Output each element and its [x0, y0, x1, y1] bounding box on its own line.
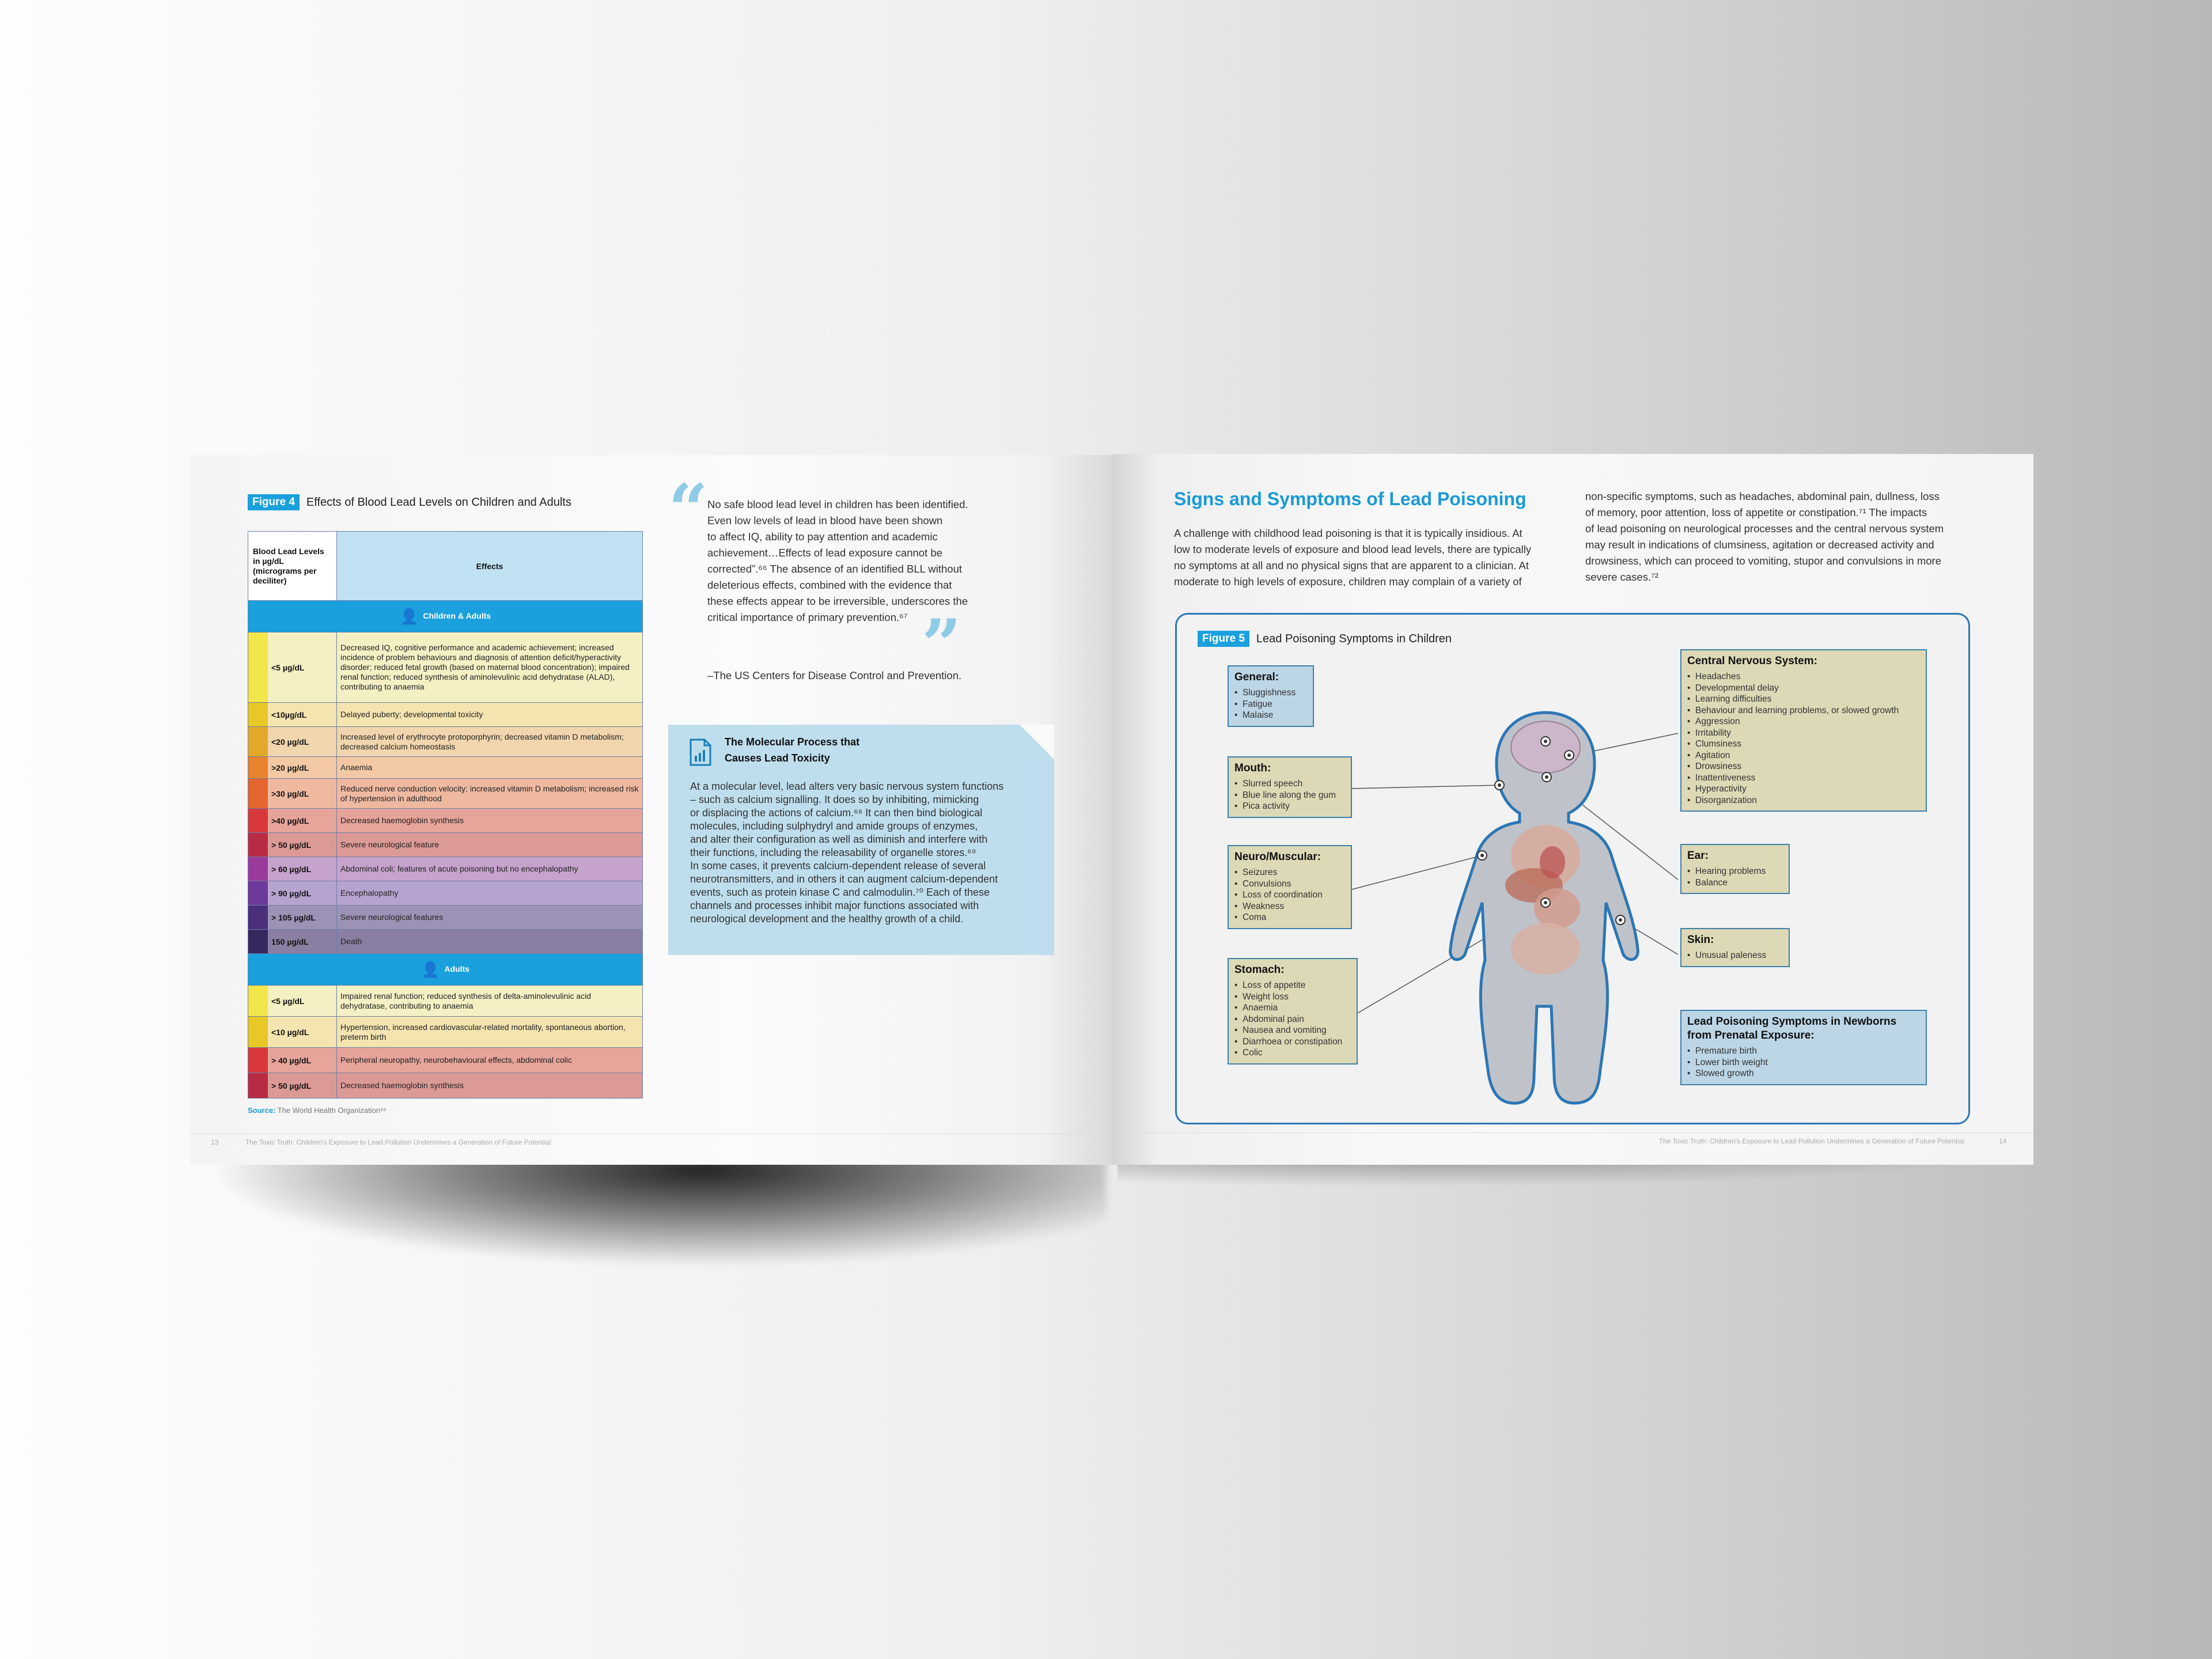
table-row	[248, 881, 643, 906]
blood-lead-table	[248, 531, 643, 1099]
stomach-organ	[1534, 888, 1580, 929]
level-value: > 50 µg/dL	[271, 840, 312, 850]
right-footer-title: The Toxic Truth: Children's Exposure to Lead Pollution Undermines a Generation of Future Potential	[1658, 1137, 1964, 1145]
level-color-swatch	[248, 1073, 268, 1098]
list-item: • Anaemia	[1234, 1002, 1351, 1014]
list-item: • Agitation	[1687, 750, 1920, 762]
symptom-newborns	[1680, 1010, 1927, 1085]
effect-cell: Impaired renal function; reduced synthesis of delta-aminolevulinic acid dehydratase, contributing to anaemia	[337, 986, 643, 1017]
level-color-swatch	[248, 986, 268, 1016]
body-line: A challenge with childhood lead poisoning is that it is typically insidious. At	[1174, 527, 1522, 539]
level-color-swatch	[248, 703, 268, 726]
symptom-title: Stomach:	[1234, 964, 1285, 976]
level-value: <10µg/dL	[271, 710, 307, 719]
level-color-swatch	[248, 779, 268, 808]
effect-cell: Death	[337, 930, 643, 954]
list-item: • Lower birth weight	[1687, 1057, 1920, 1069]
level-color-swatch	[248, 809, 268, 832]
page-heading: Signs and Symptoms of Lead Poisoning	[1174, 488, 1527, 509]
quote-line: these effects appear to be irreversible, underscores the	[707, 595, 968, 607]
symptom-list	[1687, 866, 1783, 888]
list-item: • Drowsiness	[1687, 761, 1920, 772]
level-color-swatch	[248, 1017, 268, 1047]
table-row	[248, 1073, 643, 1099]
figure5-tag: Figure 5	[1198, 631, 1249, 647]
table-row	[248, 1017, 643, 1048]
effect-cell: Anaemia	[337, 757, 643, 779]
person-icon: 👤	[399, 607, 419, 625]
level-cell	[248, 632, 337, 703]
list-item: • Hearing problems	[1687, 866, 1783, 877]
body-line: of memory, poor attention, loss of appetite or constipation.⁷¹ The impacts	[1585, 506, 1927, 518]
section-cell	[248, 601, 643, 632]
level-cell	[248, 809, 337, 833]
newborn-title-line: from Prenatal Exposure:	[1687, 1029, 1815, 1041]
source-label: Source:	[248, 1106, 276, 1115]
source-text: The World Health Organization⁶⁵	[277, 1106, 387, 1115]
molecular-line: molecules, including sulphydryl and amide groups of enzymes,	[690, 820, 978, 832]
figure4-heading	[248, 494, 571, 510]
level-value: >30 µg/dL	[271, 789, 309, 798]
level-color-swatch	[248, 833, 268, 857]
table-row	[248, 703, 643, 727]
level-cell	[248, 930, 337, 954]
symptom-list	[1234, 778, 1345, 812]
table-row	[248, 632, 643, 703]
effect-cell: Increased level of erythrocyte protoporphyrin; decreased vitamin D metabolism; decreased calcium homeostasis	[337, 727, 643, 757]
quote-open-mark: “	[668, 469, 709, 550]
effect-cell: Hypertension, increased cardiovascular-related mortality, spontaneous abortion, preterm birth	[337, 1017, 643, 1048]
effect-cell: Abdominal coli; features of acute poisoning but no encephalopathy	[337, 857, 643, 881]
level-cell	[248, 857, 337, 881]
effect-cell: Decreased IQ, cognitive performance and academic achievement; increased incidence of problem behaviours and diagnosis of attention deficit/hyperactivity disorder; reduced fetal growth (based on maternal blood concentration); impaired renal function; reduced synthesis of aminolevulinic acid dehydratase (ALAD), contributing to anaemia	[337, 632, 643, 703]
symptom-ear	[1680, 844, 1790, 894]
symptom-list	[1687, 671, 1920, 806]
body-line: non-specific symptoms, such as headaches, abdominal pain, dullness, loss	[1585, 490, 1940, 502]
list-item: • Loss of appetite	[1234, 980, 1351, 991]
section-label: Adults	[444, 964, 469, 974]
box-corner-notch	[1020, 725, 1054, 759]
footer-rule	[1112, 1132, 2033, 1133]
level-value: <20 µg/dL	[271, 737, 309, 747]
level-color-swatch	[248, 727, 268, 756]
level-color-swatch	[248, 930, 268, 953]
molecular-line: neurological development and the healthy growth of a child.	[690, 913, 964, 925]
body-line: may result in indications of clumsiness, agitation or decreased activity and	[1585, 539, 1934, 551]
document-chart-icon	[689, 738, 712, 769]
quote-line: No safe blood lead level in children has been identified.	[707, 498, 968, 510]
list-item: • Diarrhoea or constipation	[1234, 1036, 1351, 1048]
left-page	[190, 455, 1112, 1165]
symptom-mouth	[1228, 756, 1352, 818]
level-cell	[248, 1073, 337, 1099]
symptom-title: Neuro/Muscular:	[1234, 851, 1321, 863]
list-item: • Clumsiness	[1687, 738, 1920, 750]
level-color-swatch	[248, 857, 268, 881]
symptom-list	[1687, 950, 1783, 961]
col-effects-header: Effects	[337, 532, 643, 601]
symptom-general	[1228, 665, 1314, 727]
level-cell	[248, 757, 337, 779]
list-item: • Inattentiveness	[1687, 772, 1920, 784]
left-page-number: 13	[211, 1138, 219, 1146]
list-item: • Behaviour and learning problems, or slowed growth	[1687, 705, 1920, 717]
level-value: > 60 µg/dL	[271, 864, 312, 874]
body-line: moderate to high levels of exposure, children may complain of a variety of	[1174, 575, 1522, 588]
list-item: • Seizures	[1234, 867, 1345, 878]
table-row	[248, 757, 643, 779]
level-color-swatch	[248, 906, 268, 929]
left-footer-title: The Toxic Truth: Children's Exposure to Lead Pollution Undermines a Generation of Future Potential	[245, 1138, 551, 1146]
list-item: • Premature birth	[1687, 1046, 1920, 1057]
heart	[1540, 846, 1565, 878]
molecular-title	[725, 734, 859, 766]
symptom-title: Mouth:	[1234, 762, 1271, 774]
list-item: • Disorganization	[1687, 795, 1920, 806]
symptom-title: Central Nervous System:	[1687, 655, 1817, 667]
table-row	[248, 906, 643, 930]
molecular-line: neurotransmitters, and in others it can augment calcium-dependent	[690, 873, 998, 885]
list-item: • Slowed growth	[1687, 1068, 1920, 1080]
list-item: • Abdominal pain	[1234, 1014, 1351, 1025]
effect-cell: Severe neurological features	[337, 906, 643, 930]
level-value: > 40 µg/dL	[271, 1055, 312, 1065]
table-row	[248, 986, 643, 1017]
effect-cell: Decreased haemoglobin synthesis	[337, 809, 643, 833]
figure5-title: Lead Poisoning Symptoms in Children	[1256, 632, 1452, 645]
effect-cell: Delayed puberty; developmental toxicity	[337, 703, 643, 727]
symptom-list	[1234, 687, 1307, 721]
level-value: >40 µg/dL	[271, 816, 309, 825]
table-row	[248, 727, 643, 757]
symptom-title: Ear:	[1687, 850, 1709, 862]
effect-cell: Severe neurological feature	[337, 833, 643, 857]
level-color-swatch	[248, 881, 268, 905]
level-cell	[248, 1048, 337, 1073]
symptom-neuro-muscular	[1228, 845, 1352, 929]
right-page	[1112, 454, 2033, 1165]
level-value: > 105 µg/dL	[271, 912, 316, 922]
quote-attribution: –The US Centers for Disease Control and Prevention.	[707, 669, 962, 681]
list-item: • Blue line along the gum	[1234, 790, 1345, 801]
level-cell	[248, 906, 337, 930]
molecular-line: and alter their configuration as well as diminish and interfere with	[690, 834, 988, 845]
symptom-list	[1234, 867, 1345, 923]
molecular-line: In some cases, it prevents calcium-dependent release of several	[690, 860, 986, 872]
section-label: Children & Adults	[423, 611, 491, 620]
level-color-swatch	[248, 757, 268, 778]
list-item: • Weakness	[1234, 901, 1345, 912]
symptom-skin	[1680, 928, 1790, 967]
list-item: • Fatigue	[1234, 699, 1307, 710]
table-section-row	[248, 954, 643, 986]
quote-line: to affect IQ, ability to pay attention and academic	[707, 531, 938, 543]
list-item: • Irritability	[1687, 728, 1920, 739]
list-item: • Learning difficulties	[1687, 694, 1920, 705]
table-row	[248, 930, 643, 954]
level-cell	[248, 881, 337, 906]
table-row	[248, 833, 643, 857]
molecular-line: events, such as protein kinase C and calmodulin.⁷⁰ Each of these	[690, 887, 990, 898]
table-row	[248, 1048, 643, 1073]
level-cell	[248, 779, 337, 809]
symptom-cns	[1680, 649, 1927, 812]
list-item: • Unusual paleness	[1687, 950, 1783, 961]
effect-cell: Reduced nerve conduction velocity; increased vitamin D metabolism; increased risk of hypertension in adulthood	[337, 779, 643, 809]
figure4-title: Effects of Blood Lead Levels on Children and Adults	[306, 495, 571, 509]
symptom-title: Skin:	[1687, 934, 1714, 946]
quote-line: Even low levels of lead in blood have been shown	[707, 514, 943, 527]
body-line: severe cases.⁷²	[1585, 571, 1658, 583]
intestines	[1511, 923, 1580, 975]
table-row	[248, 779, 643, 809]
list-item: • Weight loss	[1234, 991, 1351, 1003]
level-cell	[248, 1017, 337, 1048]
figure5-panel	[1175, 613, 1970, 1124]
level-value: >20 µg/dL	[271, 763, 309, 772]
level-value: > 90 µg/dL	[271, 888, 312, 898]
table-row	[248, 857, 643, 881]
symptom-list	[1234, 980, 1351, 1059]
effect-cell: Encephalopathy	[337, 881, 643, 906]
list-item: • Loss of coordination	[1234, 889, 1345, 901]
body-line: low to moderate levels of exposure and blood lead levels, there are typically	[1174, 543, 1532, 555]
level-value: 150 µg/dL	[271, 937, 309, 946]
body-line: drowsiness, which can proceed to vomiting, stupor and convulsions in more	[1585, 555, 1942, 567]
table-section-row	[248, 601, 643, 632]
level-color-swatch	[248, 1048, 268, 1073]
intro-column-2	[1585, 488, 1977, 585]
molecular-line: – such as calcium signalling. It does so by inhibiting, mimicking	[690, 794, 979, 805]
quote-line: critical importance of primary prevention.⁶⁷	[707, 611, 908, 623]
effect-cell: Decreased haemoglobin synthesis	[337, 1073, 643, 1099]
intro-column-1	[1174, 525, 1554, 590]
quote-line: achievement…Effects of lead exposure cannot be	[707, 547, 942, 559]
symptom-title: General:	[1234, 671, 1279, 683]
level-cell	[248, 703, 337, 727]
molecular-title-line: Causes Lead Toxicity	[725, 752, 830, 764]
table-row	[248, 809, 643, 833]
molecular-line: or displacing the actions of calcium.⁶⁸ It can then bind biological	[690, 807, 983, 819]
level-cell	[248, 727, 337, 757]
molecular-text	[690, 780, 1047, 926]
symptom-stomach	[1228, 958, 1358, 1065]
level-value: > 50 µg/dL	[271, 1081, 312, 1090]
molecular-process-box	[668, 725, 1054, 955]
list-item: • Convulsions	[1234, 878, 1345, 890]
list-item: • Nausea and vomiting	[1234, 1025, 1351, 1036]
body-line: of lead poisoning on neurological processes and the central nervous system	[1585, 522, 1944, 535]
list-item: • Pica activity	[1234, 801, 1345, 812]
list-item: • Developmental delay	[1687, 683, 1920, 694]
symptom-list	[1687, 1046, 1920, 1080]
quote-close-mark: ”	[922, 604, 962, 685]
molecular-title-line: The Molecular Process that	[725, 736, 860, 748]
brain	[1511, 721, 1580, 773]
newborn-title-line: Lead Poisoning Symptoms in Newborns	[1687, 1016, 1897, 1028]
list-item: • Headaches	[1687, 671, 1920, 683]
section-cell	[248, 954, 643, 986]
molecular-line: At a molecular level, lead alters very basic nervous system functions	[690, 781, 1004, 792]
list-item: • Aggression	[1687, 716, 1920, 728]
list-item: • Slurred speech	[1234, 778, 1345, 790]
molecular-line: channels and processes inhibit major functions associated with	[690, 900, 979, 911]
quote-line: corrected”.⁶⁶ The absence of an identified BLL without	[707, 563, 963, 575]
list-item: • Hyperactivity	[1687, 783, 1920, 795]
level-cell	[248, 986, 337, 1017]
level-cell	[248, 833, 337, 857]
effect-cell: Peripheral neuropathy, neurobehavioural effects, abdominal colic	[337, 1048, 643, 1073]
person-icon: 👤	[421, 960, 440, 978]
right-page-number: 14	[1999, 1137, 2007, 1145]
figure4-source	[248, 1106, 387, 1115]
list-item: • Coma	[1234, 912, 1345, 923]
level-value: <5 µg/dL	[271, 996, 305, 1006]
list-item: • Malaise	[1234, 710, 1307, 721]
molecular-line: their functions, including the releasability of organelle stores.⁶⁹	[690, 847, 976, 858]
col-level-header: Blood Lead Levels in µg/dL (micrograms per deciliter)	[248, 532, 337, 601]
list-item: • Colic	[1234, 1047, 1351, 1059]
list-item: • Balance	[1687, 877, 1783, 889]
figure4-tag: Figure 4	[248, 494, 300, 510]
level-value: <5 µg/dL	[271, 662, 305, 672]
level-value: <10 µg/dL	[271, 1027, 309, 1037]
body-line: no symptoms at all and no physical signs that are apparent to a clinician. At	[1174, 559, 1529, 571]
list-item: • Sluggishness	[1234, 687, 1307, 699]
table-header-row	[248, 532, 643, 601]
quote-line: deleterious effects, combined with the evidence that	[707, 579, 952, 591]
level-color-swatch	[248, 632, 268, 702]
